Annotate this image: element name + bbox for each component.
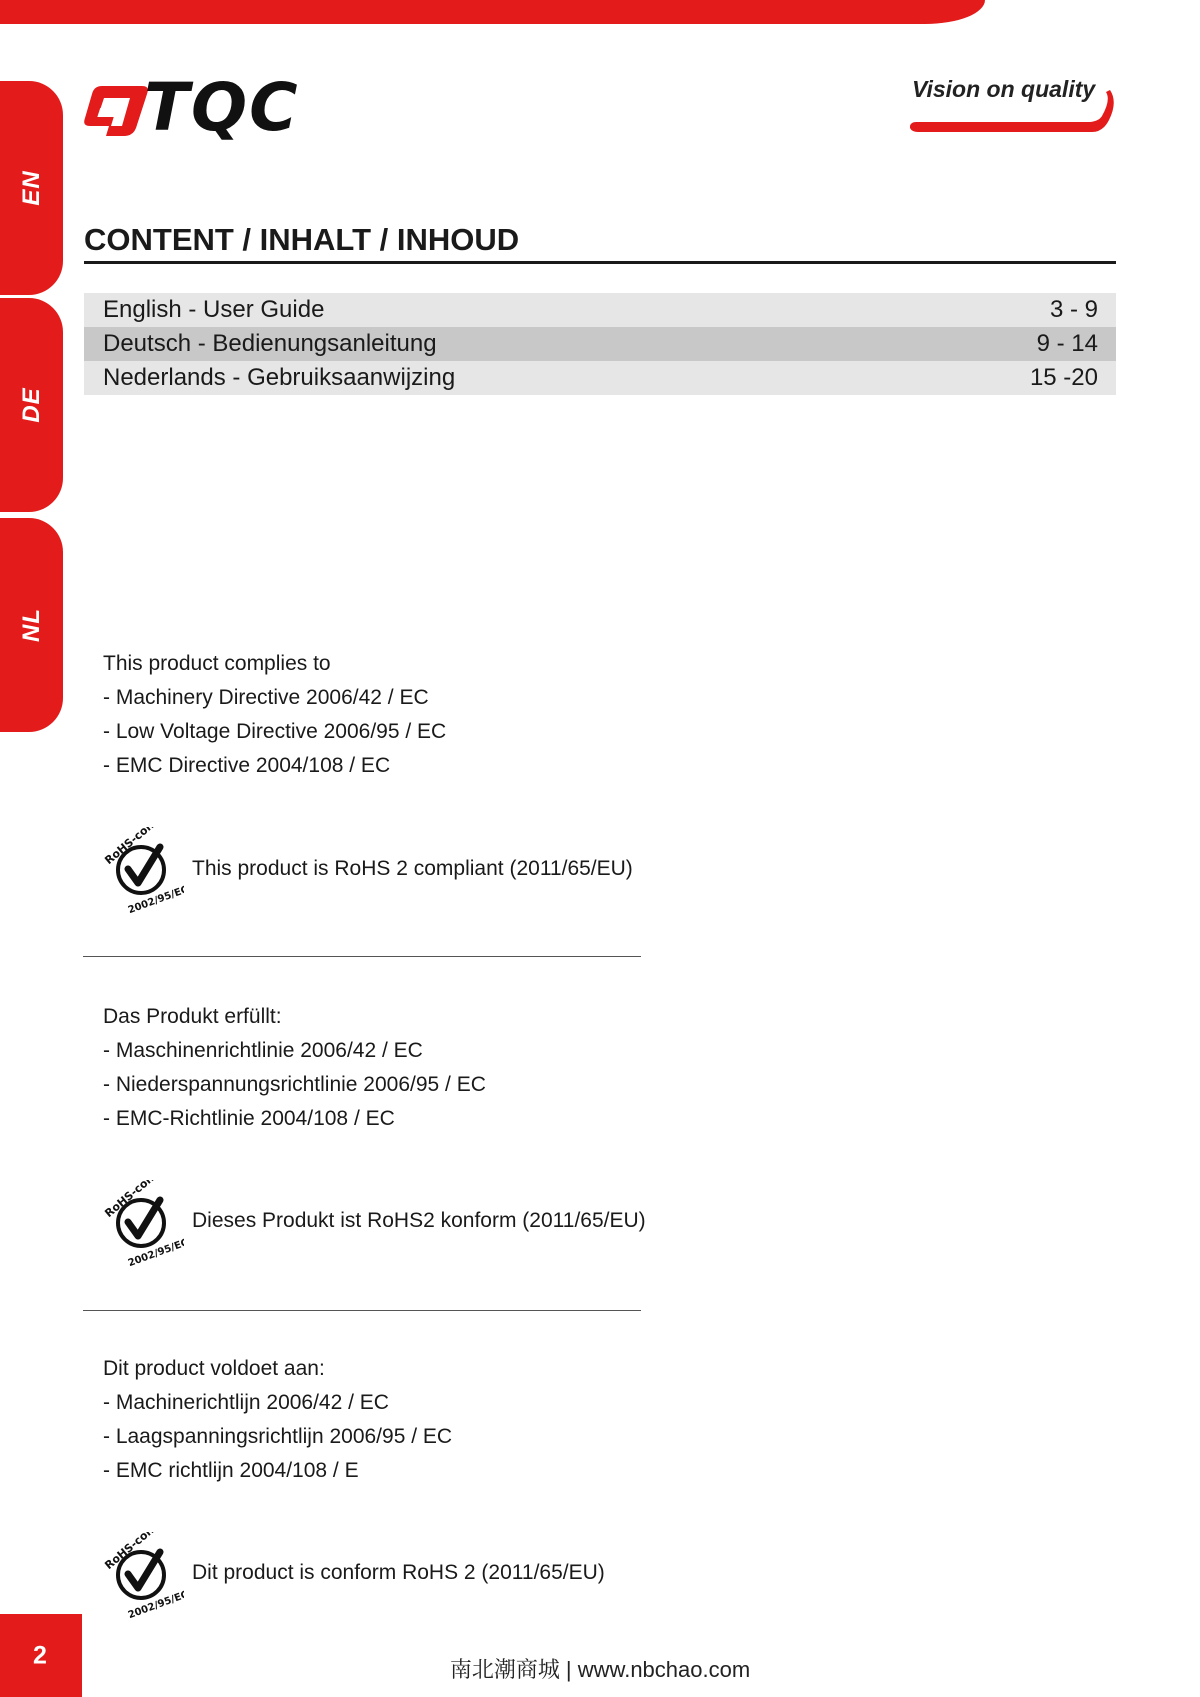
- compliance-line: Dit product voldoet aan:: [103, 1357, 325, 1380]
- page-number: 2: [33, 1641, 47, 1669]
- rohs-badge-icon: [98, 1180, 184, 1266]
- toc-label: Nederlands - Gebruiksaanwijzing: [103, 364, 456, 391]
- side-tab-de-label: DE: [17, 387, 45, 423]
- rohs-badge-bottom-text: 2002/95/EC: [126, 884, 184, 913]
- footer-text: 南北潮商城 | www.nbchao.com: [449, 1657, 751, 1682]
- compliance-line: Das Produkt erfüllt:: [103, 1005, 282, 1028]
- rohs-badge-top-text: RoHS-conform: [102, 1532, 179, 1573]
- side-tab-nl-label: NL: [17, 608, 45, 642]
- rohs-badge-bottom-text: 2002/95/EC: [126, 1589, 184, 1618]
- side-tab-en[interactable]: [0, 81, 63, 295]
- compliance-block-de: [103, 1000, 486, 1136]
- compliance-line: - Laagspanningsrichtlijn 2006/95 / EC: [103, 1425, 453, 1448]
- rohs-statement-de: Dieses Produkt ist RoHS2 konform (2011/65/EU): [192, 1209, 646, 1232]
- side-tab-de[interactable]: [0, 298, 63, 512]
- compliance-line: - Maschinenrichtlinie 2006/42 / EC: [103, 1039, 423, 1062]
- toc-pages: 15 -20: [1029, 364, 1098, 391]
- toc-pages: 9 - 14: [1036, 330, 1098, 357]
- compliance-block-en: [103, 647, 446, 783]
- compliance-line: - Machinery Directive 2006/42 / EC: [103, 686, 429, 709]
- title-divider: [84, 261, 1116, 264]
- rohs-badge-icon: [98, 827, 184, 913]
- compliance-line: - EMC-Richtlinie 2004/108 / EC: [103, 1107, 395, 1130]
- rohs-badge-top-text: RoHS-conform: [102, 827, 179, 868]
- compliance-block-nl: [103, 1352, 452, 1488]
- compliance-line: This product complies to: [103, 652, 331, 675]
- rohs-badge-top-text: RoHS-conform: [102, 1180, 179, 1221]
- rohs-badge-icon: [98, 1532, 184, 1618]
- toc-row-deutsch[interactable]: [84, 327, 1116, 361]
- tqc-logo: [84, 69, 356, 146]
- toc-label: English - User Guide: [103, 296, 325, 323]
- top-accent-bar: [0, 0, 985, 24]
- toc-pages: 3 - 9: [1049, 296, 1098, 323]
- toc-row-nederlands[interactable]: [84, 361, 1116, 395]
- table-of-contents: [84, 293, 1116, 395]
- logo-text: TQC: [144, 69, 300, 146]
- side-tab-nl[interactable]: [0, 518, 63, 732]
- rohs-statement-en: This product is RoHS 2 compliant (2011/65/EU): [192, 857, 633, 880]
- section-divider: [83, 956, 641, 957]
- rohs-statement-nl: Dit product is conform RoHS 2 (2011/65/EU): [192, 1561, 605, 1584]
- tagline: [906, 76, 1116, 142]
- side-tab-en-label: EN: [17, 170, 45, 206]
- compliance-line: - EMC Directive 2004/108 / EC: [103, 754, 391, 777]
- rohs-badge-bottom-text: 2002/95/EC: [126, 1237, 184, 1266]
- tagline-text: Vision on quality: [912, 76, 1096, 102]
- toc-label: Deutsch - Bedienungsanleitung: [103, 330, 437, 357]
- section-divider: [83, 1310, 641, 1311]
- toc-row-english[interactable]: [84, 293, 1116, 327]
- compliance-line: - Low Voltage Directive 2006/95 / EC: [103, 720, 447, 743]
- compliance-line: - Niederspannungsrichtlinie 2006/95 / EC: [103, 1073, 486, 1096]
- page-title: CONTENT / INHALT / INHOUD: [84, 222, 520, 257]
- compliance-line: - Machinerichtlijn 2006/42 / EC: [103, 1391, 389, 1414]
- compliance-line: - EMC richtlijn 2004/108 / E: [103, 1459, 359, 1482]
